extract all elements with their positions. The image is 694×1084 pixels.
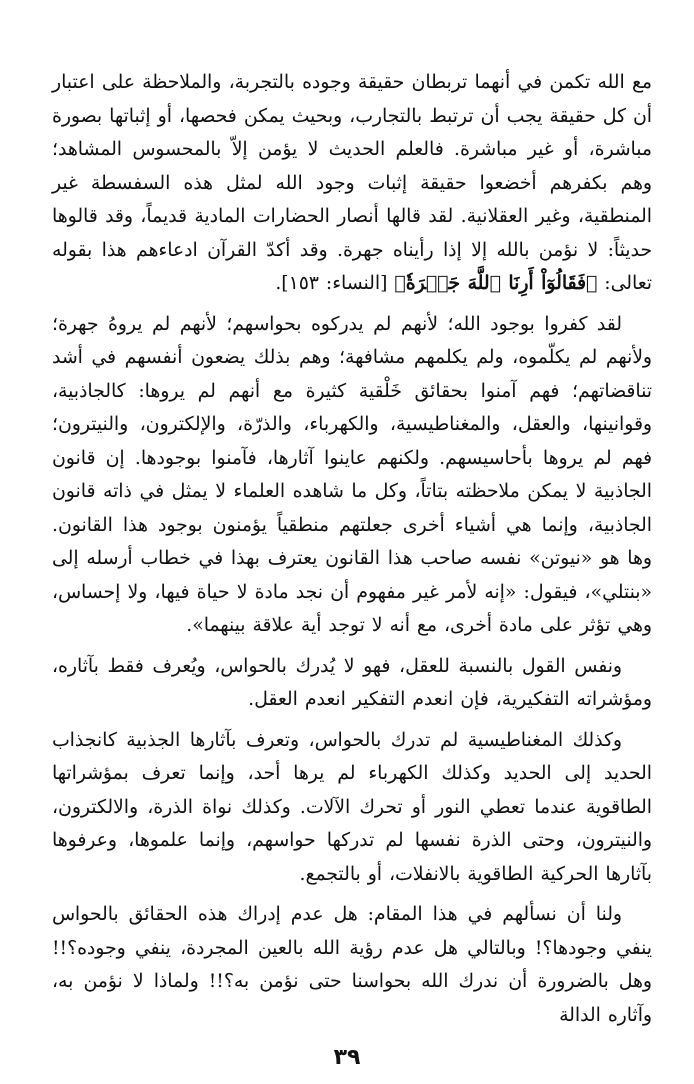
paragraph-5-text: ولنا أن نسألهم في هذا المقام: هل عدم إدراك هذه الحقائق بالحواس ينفي وجودها؟! وبالتالي هل عدم رؤية الله بالعين المجردة، ينفي وجوده؟!! وهل بالضرورة أن ندرك الله بحواسنا حتى نؤمن به؟!! ولماذا لا نؤمن به، وآثاره الدالة [52,904,652,1026]
quran-verse: ﴿فَقَالُوٓاْ أَرِنَا ٱللَّهَ جَهۡرَةٗ﴾ [394,272,598,294]
paragraph-5 [52,898,652,1032]
book-page [52,66,652,1064]
paragraph-2-text: لقد كفروا بوجود الله؛ لأنهم لم يدركوه بحواسهم؛ لأنهم لم يروهُ جهرة؛ ولأنهم لم يكلّموه، ولم يكلمهم مشافهة؛ وهم بذلك يضعون أنفسهم في أشد تناقضاتهم؛ فهم آمنوا بحقائق خَلْقية كثيرة مع أنهم لم يروها: كالجاذبية، وقوانينها، والعقل، والمغناطيسية، والكهرباء، والذرّة، والإلكترون، والنيترون؛ فهم لم يروها بأحاسيسهم. ولكنهم عاينوا آثارها، فآمنوا بوجودها. إن قانون الجاذبية لا يمكن ملاحظته بتاتاً، وكل ما شاهده العلماء لا يمثل في ذاته قانون الجاذبية، وإنما هي أشياء أخرى جعلتهم منطقياً يؤمنون بوجود هذا القانون. وها هو «نيوتن» نفسه صاحب هذا القانون يعترف بهذا في خطاب أرسله إلى «بنتلي»، فيقول: «إنه لأمر غير مفهوم أن نجد مادة لا حياة فيها، ولا إحساس، وهي تؤثر على مادة أخرى، مع أنه لا توجد أية علاقة بينهما». [52,313,652,636]
paragraph-4-text: وكذلك المغناطيسية لم تدرك بالحواس، وتعرف بآثارها الجذبية كانجذاب الحديد إلى الحديد وكذلك الكهرباء لم يرها أحد، وإنما تعرف بمؤشراتها الطاقوية عندما تعطي النور أو تحرك الآلات. وكذلك نواة الذرة، والالكترون، والنيترون، وحتى الذرة نفسها لم تدركها حواسهم، وإنما علموها، وعرفوها بآثارها الحركية الطاقوية بالانفلات، أو بالتجمع. [52,729,652,885]
paragraph-3 [52,650,652,717]
paragraph-1-text: مع الله تكمن في أنهما تربطان حقيقة وجوده بالتجربة، والملاحظة على اعتبار أن كل حقيقة يجب أن ترتبط بالتجارب، وبحيث يمكن فحصها، أو إثباتها بصورة مباشرة، أو غير مباشرة. فالعلم الحديث لا يؤمن إلاّ بالمحسوس المشاهد؛ وهم بكفرهم أخضعوا حقيقة إثبات وجود الله لمثل هذه السفسطة غير المنطقية، وغير العقلانية. لقد قالها أنصار الحضارات المادية قديماً، وقد قالوها حديثاً: لا نؤمن بالله إلا إذا رأيناه جهرة. وقد أكدّ القرآن ادعاءهم هذا بقوله تعالى: [52,72,652,294]
paragraph-1 [52,66,652,301]
verse-citation: [النساء: ١٥٣]. [275,273,388,294]
paragraph-4 [52,724,652,892]
paragraph-2 [52,308,652,643]
page-number: ٣٩ [333,1045,361,1070]
paragraph-3-text: ونفس القول بالنسبة للعقل، فهو لا يُدرك بالحواس، ويُعرف فقط بآثاره، ومؤشراته التفكيرية، فإن انعدم التفكير انعدم العقل. [52,655,652,710]
